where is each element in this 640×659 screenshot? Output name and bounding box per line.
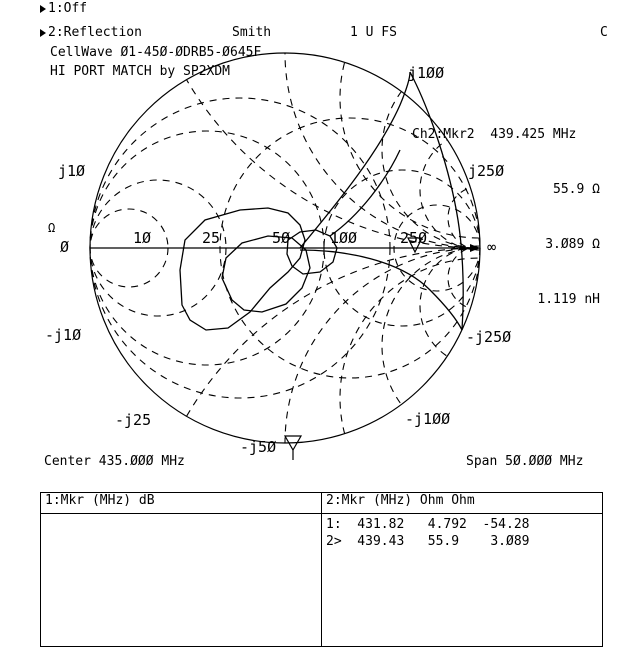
- marker-readout-line-2: 55.9 Ω: [553, 182, 600, 197]
- marker-row-1: 1: 431.82 4.792 -54.28: [326, 517, 530, 532]
- axis-label-negj25: -j25: [115, 411, 152, 429]
- marker-table-body-left: [41, 514, 322, 647]
- marker-readout-line-3: 3.Ø89 Ω: [545, 237, 600, 252]
- axis-label-negj100: -j1ØØ: [405, 410, 451, 428]
- axis-label-250: 25Ø: [400, 229, 428, 247]
- trace1-label: 1:Off: [48, 1, 88, 16]
- marker-row-2: 2> 439.43 55.9 3.Ø89: [326, 534, 530, 549]
- marker-table-header-left: 1:Mkr (MHz) dB: [41, 493, 322, 514]
- marker-table-header-right: 2:Mkr (MHz) Ohm Ohm: [322, 493, 603, 514]
- axis-label-100: 1ØØ: [330, 229, 358, 247]
- marker-table-body-right: [322, 514, 603, 647]
- cal-status: C: [600, 25, 608, 40]
- axis-label-50: 5Ø: [272, 229, 291, 247]
- axis-label-10: 1Ø: [133, 229, 152, 247]
- axis-label-negj50: -j5Ø: [240, 438, 277, 456]
- axis-label-negj250: -j25Ø: [466, 328, 512, 346]
- title-line-1: CellWave Ø1-45Ø-ØDRB5-Ø645F: [50, 45, 262, 60]
- axis-unit-ohm: Ω: [48, 221, 56, 235]
- trace2-format[interactable]: Smith: [232, 25, 272, 40]
- trace2-label: 2:Reflection: [48, 25, 142, 40]
- measured-trace: [180, 72, 463, 330]
- trace2-scale[interactable]: 1 U FS: [350, 25, 397, 40]
- span-label[interactable]: Span 5Ø.ØØØ MHz: [466, 454, 584, 469]
- axis-label-j10: j1Ø: [58, 162, 86, 180]
- axis-label-j250: j25Ø: [468, 162, 505, 180]
- marker-table: [40, 492, 603, 647]
- axis-label-j100: j1ØØ: [408, 64, 445, 82]
- axis-label-inf: ∞: [487, 238, 497, 256]
- center-frequency-label[interactable]: Center 435.ØØØ MHz: [44, 454, 185, 469]
- axis-label-0: Ø: [60, 238, 70, 256]
- axis-label--j10: -j1Ø: [45, 326, 82, 344]
- axis-label-25: 25: [202, 229, 221, 247]
- marker-readout-line-4: 1.119 nH: [537, 292, 600, 307]
- marker-readout-line-1: Ch2:Mkr2 439.425 MHz: [412, 127, 577, 142]
- title-line-2: HI PORT MATCH by SP2XDM: [50, 64, 231, 79]
